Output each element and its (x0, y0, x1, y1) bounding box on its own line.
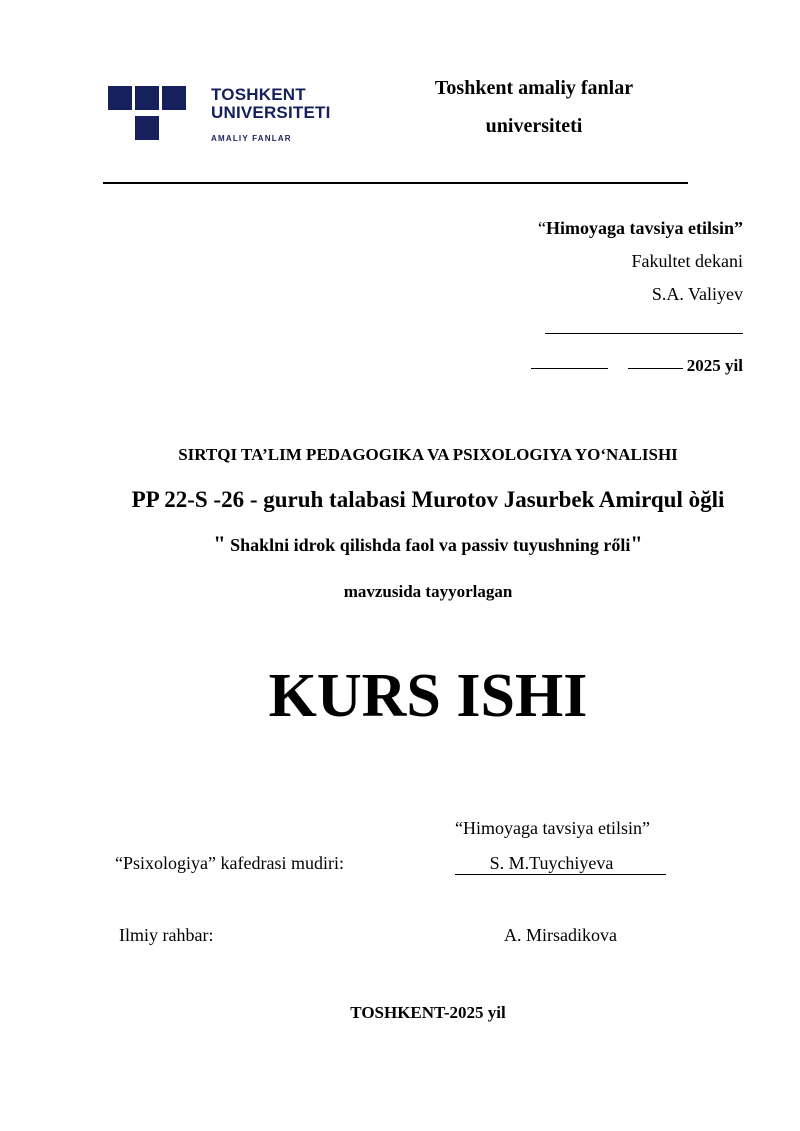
direction-title: SIRTQI TA’LIM PEDAGOGIKA VA PSIXOLOGIYA YO‘NALISHI (178, 445, 678, 464)
logo-text-line2: UNIVERSITETI (211, 103, 331, 122)
city-year: TOSHKENT-2025 yil (350, 1003, 506, 1022)
university-name-line2: universiteti (485, 115, 583, 137)
logo-square (135, 116, 159, 140)
prepared-text: mavzusida tayyorlagan (343, 582, 513, 601)
header-divider (103, 182, 688, 184)
topic-line (0, 531, 800, 557)
university-name-line1: Toshkent amaliy fanlar (434, 77, 634, 99)
signature-line (545, 333, 743, 334)
approval-date (531, 356, 743, 376)
approval-name: S.A. Valiyev (651, 284, 743, 304)
quote-open: “ (538, 218, 546, 238)
date-blank-day (531, 368, 608, 369)
university-logo (108, 86, 348, 146)
date-year: 2025 yil (686, 356, 743, 375)
dept-head-name: S. M.Tuychiyeva (455, 853, 666, 875)
approval-title-text: Himoyaga tavsiya etilsin” (546, 218, 743, 238)
logo-square (162, 86, 186, 110)
date-blank-month (628, 368, 683, 369)
logo-square (108, 86, 132, 110)
topic-text: Shaklni idrok qilishda faol va passiv tuyushning rőli (225, 535, 631, 555)
approval-role: Fakultet dekani (631, 251, 743, 271)
advisor-label: Ilmiy rahbar: (119, 925, 214, 945)
approval-title (538, 218, 743, 239)
logo-text-line3: AMALIY FANLAR (211, 134, 292, 143)
recommend-text: “Himoyaga tavsiya etilsin” (455, 818, 650, 838)
logo-square (135, 86, 159, 110)
topic-quote-open: " (213, 531, 226, 556)
advisor-name: A. Mirsadikova (504, 925, 617, 945)
topic-quote-close: " (630, 531, 643, 556)
document-type-title: KURS ISHI (268, 662, 588, 730)
logo-text-line1: TOSHKENT (211, 85, 306, 104)
dept-head-label: “Psixologiya” kafedrasi mudiri: (115, 853, 344, 873)
student-line: PP 22-S -26 - guruh talabasi Murotov Jasurbek Amirqul òğli (131, 487, 725, 512)
